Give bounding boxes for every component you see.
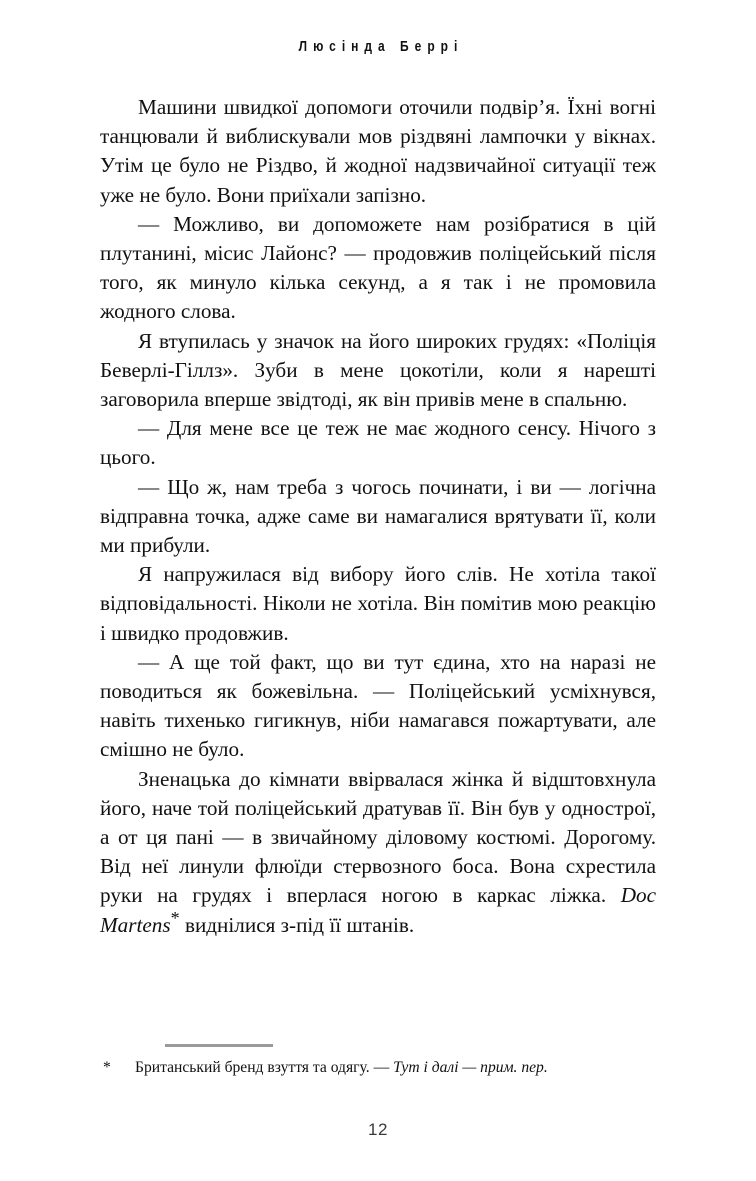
paragraph: — Для мене все це теж не має жодного сенсу. Нічого з цього.: [100, 416, 656, 470]
paragraph: — Можливо, ви допоможете нам розібратися в цій плутанині, місис Лайонс? — продовжив поліцейський після того, як минуло кілька секунд, а я так і не промовила жодного слова.: [100, 211, 656, 324]
footnote-text-italic: Тут і далі — прим. пер.: [393, 1059, 548, 1076]
footnote-marker: *: [103, 1059, 111, 1076]
paragraph: — А ще той факт, що ви тут єдина, хто на наразі не поводиться як божевільна. — Поліцейський усміхнувся, навіть тихенько гигикнув, ніби намагався пожартувати, але смішно не було.: [100, 649, 656, 762]
paragraph: Машини швидкої допомоги оточили подвір’я. Їхні вогні танцювали й виблискували мов різдвяні лампочки у вікнах. Утім це було не Різдво, й жодної надзвичайної ситуації теж уже не було. Вони приїхали запізно.: [100, 95, 656, 207]
footnote-zone: [100, 1044, 656, 1078]
body-text-block: [100, 93, 656, 940]
paragraph: — Що ж, нам треба з чогось починати, і ви — логічна відправна точка, адже саме ви намагалися врятувати її, коли ми прибули.: [100, 474, 656, 558]
footnote-separator-rule: [165, 1044, 273, 1047]
paragraph-text-after-brand: виднілися з-під її штанів.: [179, 912, 415, 937]
brand-name-italic: Doc Martens: [100, 883, 656, 937]
page-number: 12: [368, 1120, 388, 1139]
paragraph: Я напружилася від вибору його слів. Не хотіла такої відповідальності. Ніколи не хотіла. Він помітив мою реакцію і швидко продовжив.: [100, 562, 656, 645]
footnote-text: [135, 1057, 656, 1078]
footnote: [100, 1057, 656, 1078]
paragraph: Я втупилась у значок на його широких грудях: «Поліція Беверлі-Гіллз». Зуби в мене цокотіли, коли я нарешті заговорила вперше звідтоді, як він привів мене в спальню.: [100, 328, 656, 412]
paragraph-with-footnote-ref: [100, 765, 656, 940]
footnote-reference-marker[interactable]: *: [170, 907, 180, 928]
paragraph-text-before-brand: Зненацька до кімнати ввірвалася жінка й відштовхнула його, наче той поліцейський дратував її. Він був у однострої, а от ця пані — в звичайному діловому костюмі. Дорогому. Від неї линули флюїди стервозного боса. Вона схрестила руки на грудях і вперлася ногою в каркас ліжка.: [100, 766, 656, 908]
footnote-text-plain: Британський бренд взуття та одягу. —: [135, 1059, 394, 1076]
running-head: Люсінда Беррі: [298, 38, 464, 55]
